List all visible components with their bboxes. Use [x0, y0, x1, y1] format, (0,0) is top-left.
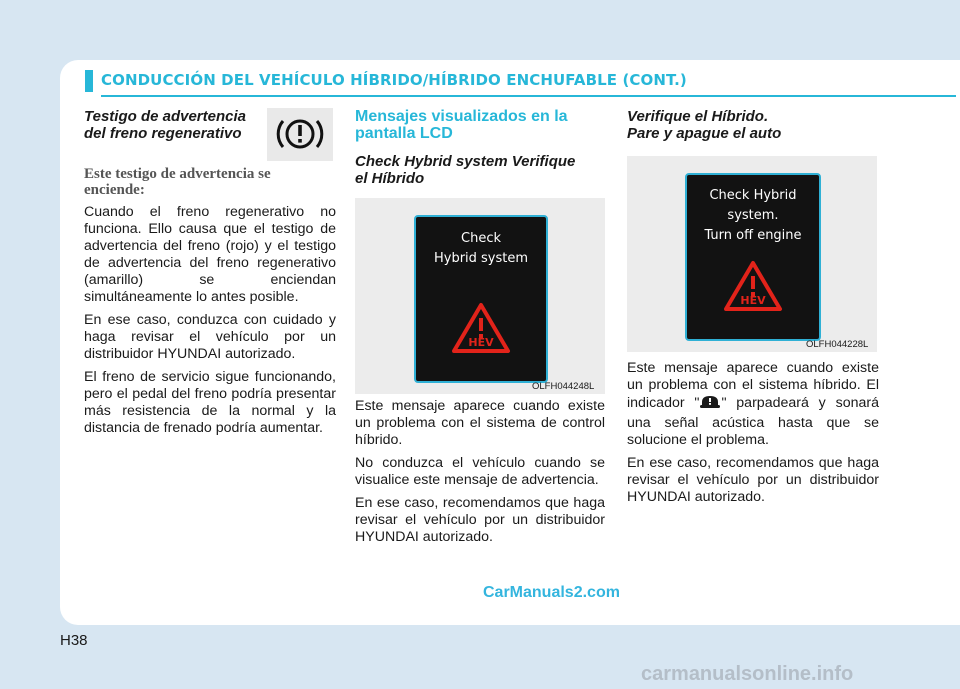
lcd-display-turn-off-engine: [685, 173, 821, 341]
regen-brake-title-line2: del freno regenerativo: [84, 125, 242, 142]
header-underline: [101, 95, 956, 97]
turn-off-paragraph-1-end: " parpadeará y sonará una señal acústica hasta que se solucione el problema.: [627, 395, 879, 448]
check-hybrid-text: [355, 398, 605, 552]
turn-off-title-line2: Pare y apague el auto: [627, 125, 782, 142]
check-hybrid-system-title: [355, 153, 605, 187]
page-number: H38: [60, 632, 88, 649]
lcd-section-title-line1: Mensajes visualizados en la: [355, 108, 568, 125]
lcd-line-system: system.: [727, 208, 779, 223]
carmanuals-watermark[interactable]: CarManuals2.com: [483, 584, 620, 601]
turn-off-title-line1: Verifique el Híbrido.: [627, 108, 769, 125]
lcd-messages-section-title: [355, 108, 605, 142]
lcd-line-check: Check: [461, 231, 501, 246]
regen-paragraph-1: Cuando el freno regenerativo no funciona. Ello causa que el testigo de advertencia del freno (rojo) y el testigo de advertencia del freno regenerativo (amarillo) se enciendan simultáneamente lo antes posible.: [84, 204, 336, 305]
check-hybrid-paragraph-2: No conduzca el vehículo cuando se visualice este mensaje de advertencia.: [355, 455, 605, 488]
figure-code-2: OLFH044228L: [806, 339, 869, 350]
vehicle-warning-indicator-icon: [699, 394, 721, 415]
regenerative-brake-warning-icon: [267, 108, 333, 161]
check-hybrid-paragraph-1: Este mensaje aparece cuando existe un problema con el sistema de control híbrido.: [355, 398, 605, 448]
regen-paragraph-3: El freno de servicio sigue funcionando, pero el pedal del freno podría presentar más resistencia de la normal y la distancia de frenado podría aumentar.: [84, 369, 336, 436]
regen-brake-warning-box: [267, 108, 333, 161]
warning-light-subtitle: [84, 166, 336, 198]
page-header-title: CONDUCCIÓN DEL VEHÍCULO HÍBRIDO/HÍBRIDO ENCHUFABLE (CONT.): [101, 71, 687, 89]
lcd-section-title-line2: pantalla LCD: [355, 125, 453, 142]
turn-off-paragraph-1: [627, 360, 879, 449]
turn-off-paragraph-2: En ese caso, recomendamos que haga revisar el vehículo por un distribuidor HYUNDAI autorizado.: [627, 455, 879, 505]
regen-brake-title-line1: Testigo de advertencia: [84, 108, 246, 125]
hev-label-2: HEV: [740, 294, 766, 307]
lcd-line-turn-off-engine: Turn off engine: [704, 228, 802, 243]
check-hybrid-paragraph-3: En ese caso, recomendamos que haga revisar el vehículo por un distribuidor HYUNDAI autorizado.: [355, 495, 605, 545]
lcd-line-check-hybrid: Check Hybrid: [709, 188, 797, 203]
figure-code-1: OLFH044248L: [532, 381, 595, 392]
check-hybrid-title-line2: el Híbrido: [355, 170, 425, 187]
check-hybrid-title-line1: Check Hybrid system Verifique: [355, 153, 576, 170]
turn-off-engine-title: [627, 108, 879, 142]
turn-off-engine-text: [627, 360, 879, 512]
hev-warning-triangle-icon-2: [723, 259, 783, 313]
hev-label: HEV: [468, 336, 494, 349]
warning-light-subtitle-line1: Este testigo de advertencia se: [84, 166, 271, 182]
regen-paragraph-2: En ese caso, conduzca con cuidado y haga revisar el vehículo por un distribuidor HYUNDAI autorizado.: [84, 312, 336, 362]
turn-off-paragraph-1-start: Este mensaje aparece cuando existe un problema con el sistema híbrido. El indicador ": [627, 360, 879, 411]
header-accent-bar: [85, 70, 93, 92]
lcd-line-hybrid-system: Hybrid system: [433, 251, 529, 266]
warning-light-subtitle-line2: enciende:: [84, 182, 145, 198]
hev-warning-triangle-icon: [451, 301, 511, 355]
lcd-display-check-hybrid: [414, 215, 548, 383]
carmanualsonline-watermark[interactable]: carmanualsonline.info: [641, 663, 854, 685]
